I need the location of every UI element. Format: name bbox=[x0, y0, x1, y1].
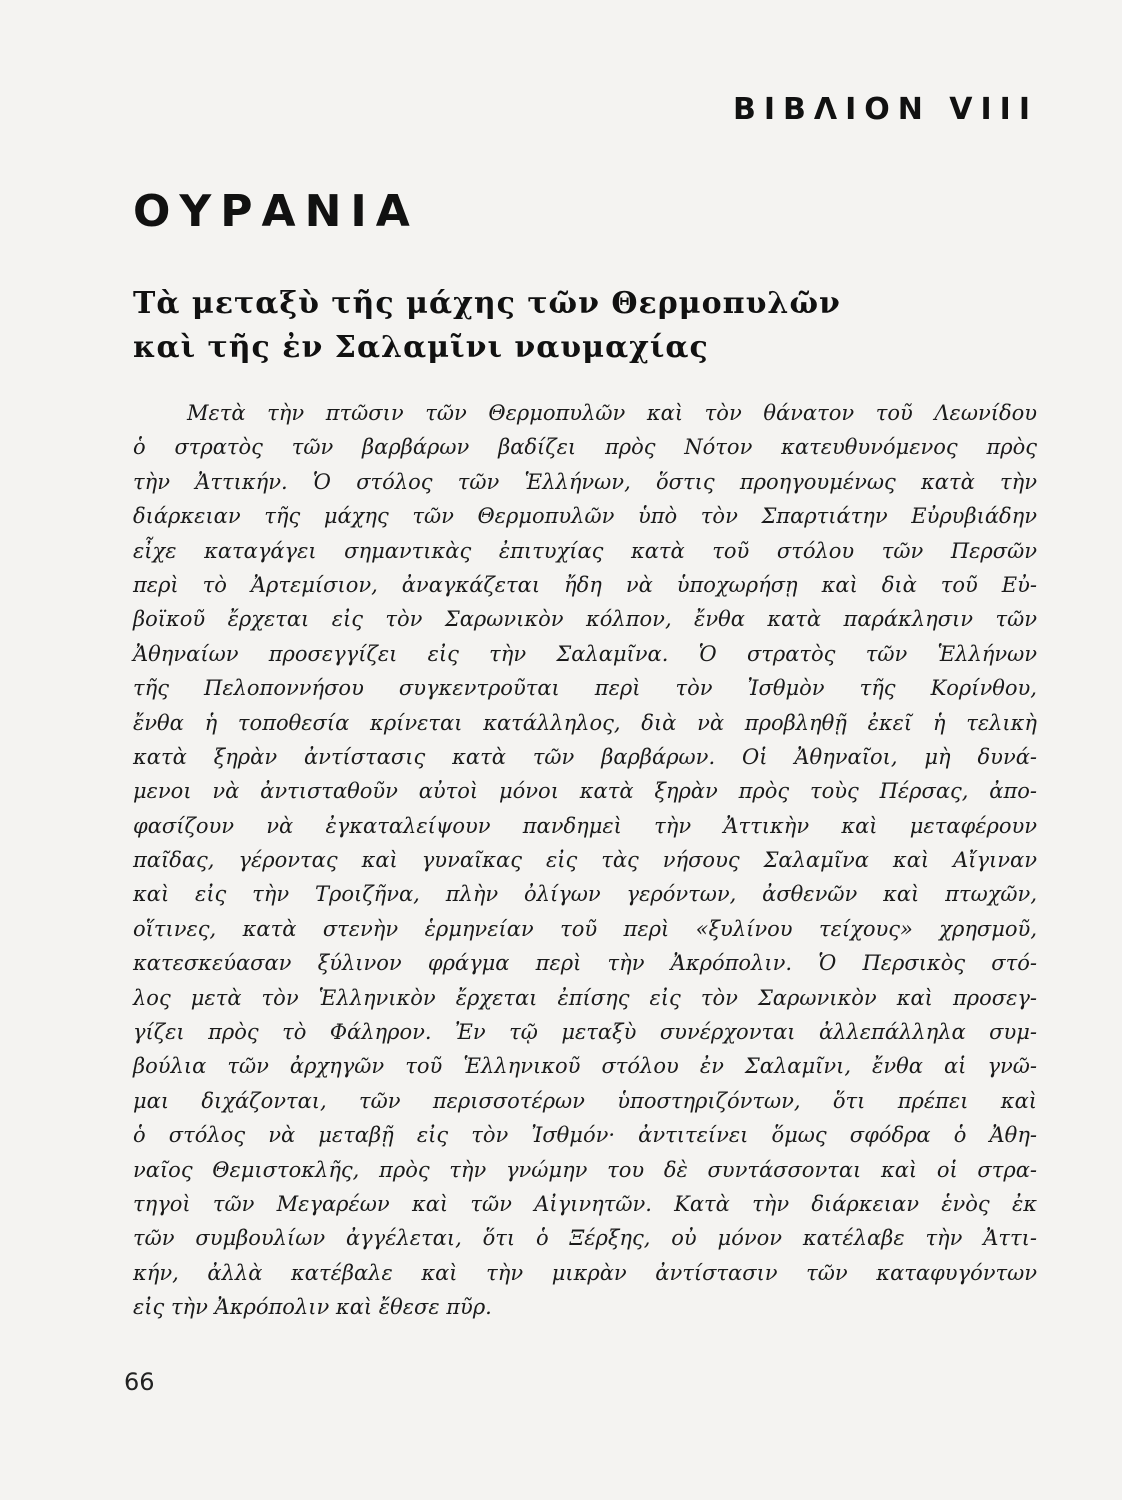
text-line: εἰς τὴν Ἀκρόπολιν καὶ ἔθεσε πῦρ. bbox=[133, 1295, 492, 1320]
text-line: περὶ τὸ Ἀρτεμίσιον, ἀναγκάζεται ἤδη νὰ ὑποχωρήσῃ καὶ διὰ τοῦ Εὐ- bbox=[133, 572, 1037, 597]
text-line: βοϊκοῦ ἔρχεται εἰς τὸν Σαρωνικὸν κόλπον, ἔνθα κατὰ παράκλησιν τῶν bbox=[133, 607, 1037, 632]
subtitle-line: καὶ τῆς ἐν Σαλαμῖνι ναυμαχίας bbox=[133, 330, 709, 365]
text-line: ὁ στρατὸς τῶν βαρβάρων βαδίζει πρὸς Νότον κατευθυνόμενος πρὸς bbox=[133, 435, 1037, 460]
body-paragraph bbox=[133, 396, 1037, 1325]
book-label: ΒΙΒΛΙΟΝ VIII bbox=[732, 92, 1038, 127]
subtitle-line: Τὰ μεταξὺ τῆς μάχης τῶν Θερμοπυλῶν bbox=[133, 286, 841, 321]
text-line: διάρκειαν τῆς μάχης τῶν Θερμοπυλῶν ὑπὸ τὸν Σπαρτιάτην Εὐρυβιάδην bbox=[133, 504, 1037, 529]
text-line: οἵτινες, κατὰ στενὴν ἑρμηνείαν τοῦ περὶ «ξυλίνου τείχους» χρησμοῦ, bbox=[133, 916, 1037, 941]
text-line: κατεσκεύασαν ξύλινον φράγμα περὶ τὴν Ἀκρόπολιν. Ὁ Περσικὸς στό- bbox=[133, 951, 1037, 976]
text-line: βούλια τῶν ἀρχηγῶν τοῦ Ἑλληνικοῦ στόλου ἐν Σαλαμῖνι, ἔνθα αἱ γνῶ- bbox=[133, 1054, 1037, 1079]
chapter-title: ΟΥΡΑΝΙΑ bbox=[133, 186, 419, 237]
text-line: μαι διχάζονται, τῶν περισσοτέρων ὑποστηριζόντων, ὅτι πρέπει καὶ bbox=[133, 1088, 1037, 1113]
text-line: τῶν συμβουλίων ἀγγέλεται, ὅτι ὁ Ξέρξης, οὐ μόνον κατέλαβε τὴν Ἀττι- bbox=[133, 1226, 1037, 1251]
text-line: τὴν Ἀττικήν. Ὁ στόλος τῶν Ἑλλήνων, ὅστις προηγουμένως κατὰ τὴν bbox=[133, 469, 1037, 494]
text-line: τῆς Πελοποννήσου συγκεντροῦται περὶ τὸν Ἰσθμὸν τῆς Κορίνθου, bbox=[133, 676, 1037, 701]
text-line: λος μετὰ τὸν Ἑλληνικὸν ἔρχεται ἐπίσης εἰς τὸν Σαρωνικὸν καὶ προσεγ- bbox=[133, 985, 1037, 1010]
text-line: ὁ στόλος νὰ μεταβῇ εἰς τὸν Ἰσθμόν· ἀντιτείνει ὅμως σφόδρα ὁ Ἀθη- bbox=[133, 1123, 1037, 1148]
text-line: γίζει πρὸς τὸ Φάληρον. Ἐν τῷ μεταξὺ συνέρχονται ἀλλεπάλληλα συμ- bbox=[133, 1020, 1037, 1045]
text-line: ἔνθα ἡ τοποθεσία κρίνεται κατάλληλος, διὰ νὰ προβληθῇ ἐκεῖ ἡ τελικὴ bbox=[133, 710, 1037, 735]
page-number: 66 bbox=[124, 1368, 155, 1396]
text-line: κατὰ ξηρὰν ἀντίστασις κατὰ τῶν βαρβάρων. Οἱ Ἀθηναῖοι, μὴ δυνά- bbox=[133, 744, 1037, 769]
text-line: ναῖος Θεμιστοκλῆς, πρὸς τὴν γνώμην του δὲ συντάσσονται καὶ οἱ στρα- bbox=[133, 1157, 1037, 1182]
text-line: φασίζουν νὰ ἐγκαταλείψουν πανδημεὶ τὴν Ἀττικὴν καὶ μεταφέρουν bbox=[133, 813, 1037, 838]
text-line: Ἀθηναίων προσεγγίζει εἰς τὴν Σαλαμῖνα. Ὁ στρατὸς τῶν Ἑλλήνων bbox=[133, 641, 1037, 666]
text-line: τηγοὶ τῶν Μεγαρέων καὶ τῶν Αἰγινητῶν. Κατὰ τὴν διάρκειαν ἑνὸς ἐκ bbox=[133, 1191, 1037, 1216]
text-line: καὶ εἰς τὴν Τροιζῆνα, πλὴν ὀλίγων γερόντων, ἀσθενῶν καὶ πτωχῶν, bbox=[133, 882, 1037, 907]
text-line: κήν, ἀλλὰ κατέβαλε καὶ τὴν μικρὰν ἀντίστασιν τῶν καταφυγόντων bbox=[133, 1260, 1037, 1285]
text-line: παῖδας, γέροντας καὶ γυναῖκας εἰς τὰς νήσους Σαλαμῖνα καὶ Αἴγιναν bbox=[133, 848, 1037, 873]
text-line: μενοι νὰ ἀντισταθοῦν αὐτοὶ μόνοι κατὰ ξηρὰν πρὸς τοὺς Πέρσας, ἀπο- bbox=[133, 779, 1037, 804]
text-line: Μετὰ τὴν πτῶσιν τῶν Θερμοπυλῶν καὶ τὸν θάνατον τοῦ Λεωνίδου bbox=[187, 401, 1037, 425]
text-line: εἶχε καταγάγει σημαντικὰς ἐπιτυχίας κατὰ τοῦ στόλου τῶν Περσῶν bbox=[133, 538, 1037, 563]
section-subtitle bbox=[133, 282, 993, 370]
